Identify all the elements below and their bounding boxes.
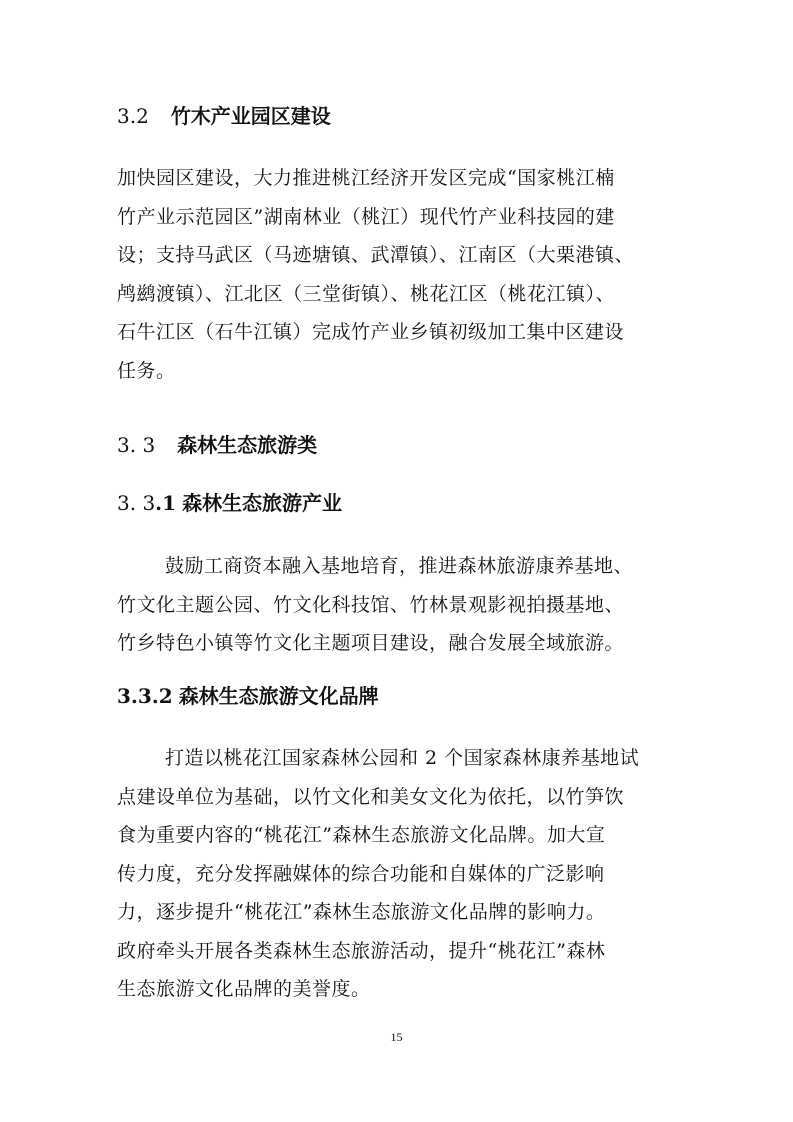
section-number: 3. 3 <box>117 491 156 515</box>
section-number: 3. 3 <box>117 433 156 457</box>
section-heading-3-3-2 <box>117 682 379 710</box>
section-number: 3.3.2 <box>117 684 173 708</box>
text-line: 竹产业示范园区”湖南林业（桃江）现代竹产业科技园的建 <box>117 205 615 228</box>
text-line: 传力度，充分发挥融媒体的综合功能和自媒体的广泛影响 <box>117 862 605 885</box>
text-line: 点建设单位为基础，以竹文化和美女文化为依托，以竹笋饮 <box>117 785 625 808</box>
text-line: 石牛江区（石牛江镇）完成竹产业乡镇初级加工集中区建设 <box>117 321 625 343</box>
section-heading-3-3-1 <box>117 489 342 517</box>
paragraph-3-3-1 <box>117 547 679 663</box>
paragraph-3-3-2 <box>117 739 679 1009</box>
text-line: 打造以桃花江国家森林公园和 2 个国家森林康养基地试 <box>165 747 640 769</box>
text-line: 鸬鹚渡镇）、江北区（三堂街镇）、桃花江区（桃花江镇）、 <box>117 282 616 305</box>
section-title: 竹木产业园区建设 <box>170 104 331 128</box>
text-line: 力，逐步提升“桃花江”森林生态旅游文化品牌的影响力。 <box>117 901 606 923</box>
section-number-suffix: .1 <box>155 491 177 515</box>
paragraph-3-2 <box>117 159 679 390</box>
text-line: 加快园区建设，大力推进桃江经济开发区完成“国家桃江楠 <box>117 167 615 189</box>
text-line: 政府牵头开展各类森林生态旅游活动，提升“桃花江”森林 <box>117 939 606 962</box>
text-line: 竹文化主题公园、竹文化科技馆、竹林景观影视拍摄基地、 <box>117 593 625 616</box>
section-title: 森林生态旅游产业 <box>182 491 343 515</box>
section-number: 3.2 <box>117 104 149 128</box>
text-line: 任务。 <box>117 359 176 382</box>
section-title: 森林生态旅游类 <box>177 433 318 457</box>
text-line: 鼓励工商资本融入基地培育，推进森林旅游康养基地、 <box>165 555 634 577</box>
section-title: 森林生态旅游文化品牌 <box>178 684 379 708</box>
text-line: 设；支持马武区（马迹塘镇、武潭镇）、江南区（大栗港镇、 <box>117 244 635 266</box>
text-line: 生态旅游文化品牌的美誉度。 <box>117 978 371 1000</box>
section-heading-3-2 <box>117 102 331 130</box>
text-line: 食为重要内容的“桃花江”森林生态旅游文化品牌。加大宣 <box>117 824 606 846</box>
text-line: 竹乡特色小镇等竹文化主题项目建设，融合发展全域旅游。 <box>117 632 625 654</box>
section-heading-3-3 <box>117 431 317 459</box>
page-number: 15 <box>390 1030 403 1044</box>
